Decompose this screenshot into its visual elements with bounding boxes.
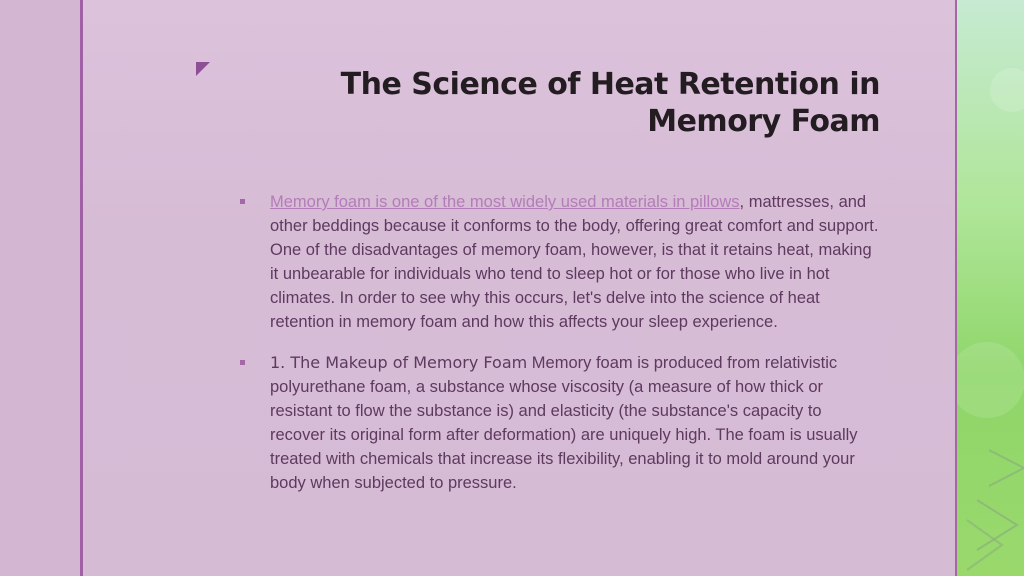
bullet-list	[240, 190, 880, 512]
slide-title	[300, 66, 880, 140]
left-margin-strip	[0, 0, 81, 576]
link-punctuation: ,	[739, 193, 745, 211]
chevron-decoration	[957, 0, 1024, 576]
square-bullet-icon	[240, 199, 245, 204]
corner-triangle-icon	[196, 62, 210, 76]
list-item	[240, 351, 880, 495]
list-item	[240, 190, 880, 334]
title-line-1: The Science of Heat Retention in	[340, 67, 880, 102]
chevron-right-icon	[989, 450, 1024, 486]
section-heading: 1. The Makeup of Memory Foam	[270, 353, 528, 372]
bullet-body-text: Memory foam is produced from relativistic polyurethane foam, a substance whose viscosity (a measure of how thick or resistant to flow the substance is) and elasticity (the substance's capacity to recover its original form after deformation) are uniquely high. The foam is usually treated with chemicals that increase its flexibility, enabling it to mold around your body when subjected to pressure.	[270, 354, 858, 492]
square-bullet-icon	[240, 360, 245, 365]
bullet-body-text: mattresses, and other beddings because it conforms to the body, offering great comfort and support. One of the disadvantages of memory foam, however, is that it retains heat, making it unbearable for individuals who tend to sleep hot or for those who live in hot climates. In order to see why this occurs, let's delve into the science of heat retention in memory foam and how this affects your sleep experience.	[270, 193, 879, 331]
memory-foam-link[interactable]: Memory foam is one of the most widely used materials in pillows	[270, 193, 740, 211]
title-line-2: Memory Foam	[647, 104, 880, 139]
